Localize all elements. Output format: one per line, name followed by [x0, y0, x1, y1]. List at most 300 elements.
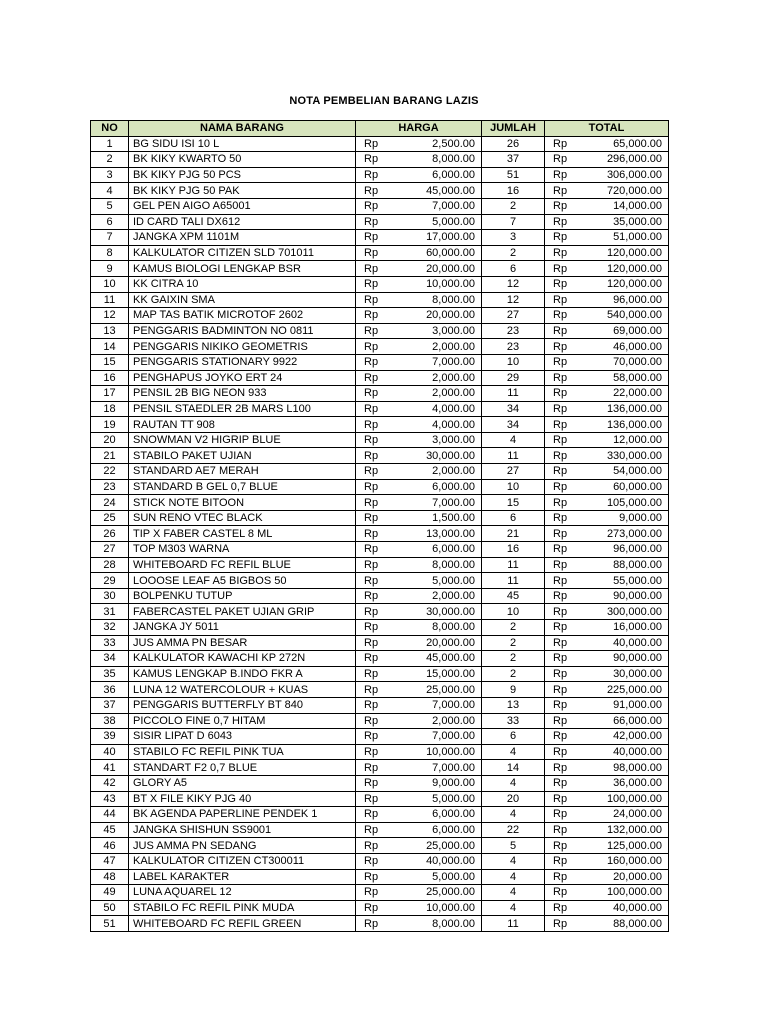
cell-total: 88,000.00: [585, 916, 669, 932]
cell-total: 36,000.00: [585, 775, 669, 791]
cell-no: 26: [91, 526, 129, 542]
table-row: [91, 729, 669, 745]
cell-total: 96,000.00: [585, 542, 669, 558]
cell-total: 120,000.00: [585, 261, 669, 277]
cell-harga-currency: Rp: [356, 573, 396, 589]
cell-total-currency: Rp: [545, 744, 585, 760]
cell-harga-currency: Rp: [356, 775, 396, 791]
cell-total: 24,000.00: [585, 807, 669, 823]
cell-total: 51,000.00: [585, 230, 669, 246]
table-row: [91, 386, 669, 402]
cell-total-currency: Rp: [545, 167, 585, 183]
cell-no: 46: [91, 838, 129, 854]
document-title: NOTA PEMBELIAN BARANG LAZIS: [289, 95, 479, 107]
cell-total: 132,000.00: [585, 822, 669, 838]
table-row: [91, 401, 669, 417]
cell-jumlah: 34: [482, 401, 545, 417]
cell-harga-currency: Rp: [356, 245, 396, 261]
cell-jumlah: 4: [482, 775, 545, 791]
cell-harga-currency: Rp: [356, 635, 396, 651]
table-row: [91, 510, 669, 526]
cell-jumlah: 2: [482, 635, 545, 651]
cell-total: 120,000.00: [585, 276, 669, 292]
cell-harga: 8,000.00: [396, 152, 482, 168]
cell-total-currency: Rp: [545, 651, 585, 667]
cell-jumlah: 16: [482, 183, 545, 199]
table-row: [91, 697, 669, 713]
cell-harga: 2,000.00: [396, 713, 482, 729]
cell-nama-barang: KAMUS LENGKAP B.INDO FKR A: [129, 666, 356, 682]
table-row: [91, 916, 669, 932]
cell-total-currency: Rp: [545, 417, 585, 433]
cell-harga-currency: Rp: [356, 682, 396, 698]
cell-nama-barang: LUNA AQUAREL 12: [129, 885, 356, 901]
table-row: [91, 682, 669, 698]
table-row: [91, 370, 669, 386]
cell-harga-currency: Rp: [356, 370, 396, 386]
cell-total: 330,000.00: [585, 448, 669, 464]
cell-nama-barang: BK KIKY PJG 50 PCS: [129, 167, 356, 183]
table-row: [91, 417, 669, 433]
cell-no: 34: [91, 651, 129, 667]
cell-jumlah: 27: [482, 308, 545, 324]
cell-harga: 20,000.00: [396, 308, 482, 324]
cell-jumlah: 4: [482, 432, 545, 448]
cell-harga: 4,000.00: [396, 401, 482, 417]
cell-nama-barang: KALKULATOR CITIZEN SLD 701011: [129, 245, 356, 261]
cell-harga: 17,000.00: [396, 230, 482, 246]
cell-harga: 25,000.00: [396, 682, 482, 698]
cell-nama-barang: JUS AMMA PN SEDANG: [129, 838, 356, 854]
cell-harga-currency: Rp: [356, 401, 396, 417]
cell-harga-currency: Rp: [356, 744, 396, 760]
cell-harga: 7,000.00: [396, 198, 482, 214]
cell-total: 300,000.00: [585, 604, 669, 620]
cell-total: 540,000.00: [585, 308, 669, 324]
cell-no: 47: [91, 853, 129, 869]
header-total: TOTAL: [545, 121, 669, 137]
cell-no: 43: [91, 791, 129, 807]
cell-no: 49: [91, 885, 129, 901]
table-row: [91, 885, 669, 901]
cell-total: 9,000.00: [585, 510, 669, 526]
cell-jumlah: 13: [482, 697, 545, 713]
cell-jumlah: 4: [482, 900, 545, 916]
cell-jumlah: 6: [482, 261, 545, 277]
cell-no: 16: [91, 370, 129, 386]
cell-total-currency: Rp: [545, 885, 585, 901]
cell-harga-currency: Rp: [356, 167, 396, 183]
table-row: [91, 230, 669, 246]
cell-total: 160,000.00: [585, 853, 669, 869]
cell-total-currency: Rp: [545, 666, 585, 682]
cell-nama-barang: BK KIKY KWARTO 50: [129, 152, 356, 168]
table-row: [91, 542, 669, 558]
cell-harga-currency: Rp: [356, 292, 396, 308]
cell-harga-currency: Rp: [356, 339, 396, 355]
cell-harga: 45,000.00: [396, 651, 482, 667]
cell-jumlah: 11: [482, 386, 545, 402]
cell-total: 69,000.00: [585, 323, 669, 339]
table-row: [91, 900, 669, 916]
cell-nama-barang: SUN RENO VTEC BLACK: [129, 510, 356, 526]
table-row: [91, 713, 669, 729]
cell-harga-currency: Rp: [356, 386, 396, 402]
cell-total-currency: Rp: [545, 760, 585, 776]
cell-nama-barang: BT X FILE KIKY PJG 40: [129, 791, 356, 807]
cell-jumlah: 11: [482, 448, 545, 464]
table-row: [91, 323, 669, 339]
cell-harga-currency: Rp: [356, 261, 396, 277]
cell-jumlah: 16: [482, 542, 545, 558]
cell-harga-currency: Rp: [356, 479, 396, 495]
cell-jumlah: 12: [482, 276, 545, 292]
table-row: [91, 557, 669, 573]
cell-no: 14: [91, 339, 129, 355]
cell-no: 20: [91, 432, 129, 448]
cell-nama-barang: FABERCASTEL PAKET UJIAN GRIP: [129, 604, 356, 620]
cell-total-currency: Rp: [545, 198, 585, 214]
cell-harga: 5,000.00: [396, 573, 482, 589]
header-jumlah: JUMLAH: [482, 121, 545, 137]
cell-jumlah: 4: [482, 807, 545, 823]
cell-harga-currency: Rp: [356, 308, 396, 324]
cell-harga: 6,000.00: [396, 167, 482, 183]
cell-nama-barang: JUS AMMA PN BESAR: [129, 635, 356, 651]
table-row: [91, 853, 669, 869]
cell-no: 38: [91, 713, 129, 729]
cell-no: 9: [91, 261, 129, 277]
cell-total-currency: Rp: [545, 245, 585, 261]
cell-harga: 30,000.00: [396, 604, 482, 620]
cell-total-currency: Rp: [545, 292, 585, 308]
cell-total: 98,000.00: [585, 760, 669, 776]
cell-total-currency: Rp: [545, 869, 585, 885]
cell-harga-currency: Rp: [356, 713, 396, 729]
cell-no: 22: [91, 464, 129, 480]
cell-nama-barang: PENGHAPUS JOYKO ERT 24: [129, 370, 356, 386]
cell-nama-barang: ID CARD TALI DX612: [129, 214, 356, 230]
cell-no: 17: [91, 386, 129, 402]
cell-harga-currency: Rp: [356, 495, 396, 511]
cell-harga: 60,000.00: [396, 245, 482, 261]
cell-no: 39: [91, 729, 129, 745]
cell-total: 125,000.00: [585, 838, 669, 854]
cell-jumlah: 26: [482, 136, 545, 152]
cell-total-currency: Rp: [545, 604, 585, 620]
cell-harga: 6,000.00: [396, 479, 482, 495]
table-row: [91, 526, 669, 542]
cell-total-currency: Rp: [545, 682, 585, 698]
cell-total: 136,000.00: [585, 401, 669, 417]
cell-total: 55,000.00: [585, 573, 669, 589]
cell-total-currency: Rp: [545, 853, 585, 869]
cell-harga-currency: Rp: [356, 214, 396, 230]
table-row: [91, 167, 669, 183]
cell-no: 18: [91, 401, 129, 417]
cell-no: 37: [91, 697, 129, 713]
cell-nama-barang: WHITEBOARD FC REFIL GREEN: [129, 916, 356, 932]
cell-nama-barang: KALKULATOR KAWACHI KP 272N: [129, 651, 356, 667]
cell-harga: 20,000.00: [396, 635, 482, 651]
cell-no: 23: [91, 479, 129, 495]
cell-jumlah: 2: [482, 245, 545, 261]
cell-harga-currency: Rp: [356, 198, 396, 214]
cell-nama-barang: KALKULATOR CITIZEN CT300011: [129, 853, 356, 869]
cell-harga: 25,000.00: [396, 838, 482, 854]
cell-harga: 8,000.00: [396, 557, 482, 573]
table-row: [91, 464, 669, 480]
cell-no: 42: [91, 775, 129, 791]
cell-total-currency: Rp: [545, 573, 585, 589]
cell-jumlah: 10: [482, 604, 545, 620]
cell-total-currency: Rp: [545, 152, 585, 168]
cell-total: 105,000.00: [585, 495, 669, 511]
cell-jumlah: 12: [482, 292, 545, 308]
cell-nama-barang: PENSIL 2B BIG NEON 933: [129, 386, 356, 402]
cell-total: 120,000.00: [585, 245, 669, 261]
table-row: [91, 448, 669, 464]
cell-nama-barang: GLORY A5: [129, 775, 356, 791]
table-row: [91, 152, 669, 168]
cell-total: 90,000.00: [585, 651, 669, 667]
cell-harga: 25,000.00: [396, 885, 482, 901]
cell-total-currency: Rp: [545, 214, 585, 230]
cell-harga: 8,000.00: [396, 916, 482, 932]
cell-jumlah: 4: [482, 853, 545, 869]
cell-harga-currency: Rp: [356, 620, 396, 636]
cell-harga-currency: Rp: [356, 323, 396, 339]
cell-no: 36: [91, 682, 129, 698]
cell-harga: 8,000.00: [396, 620, 482, 636]
cell-nama-barang: LOOOSE LEAF A5 BIGBOS 50: [129, 573, 356, 589]
cell-jumlah: 10: [482, 354, 545, 370]
cell-total: 20,000.00: [585, 869, 669, 885]
cell-jumlah: 6: [482, 510, 545, 526]
cell-no: 33: [91, 635, 129, 651]
cell-total: 100,000.00: [585, 885, 669, 901]
cell-total-currency: Rp: [545, 479, 585, 495]
cell-jumlah: 21: [482, 526, 545, 542]
cell-no: 12: [91, 308, 129, 324]
cell-total-currency: Rp: [545, 791, 585, 807]
cell-nama-barang: TIP X FABER CASTEL 8 ML: [129, 526, 356, 542]
table-row: [91, 822, 669, 838]
cell-total-currency: Rp: [545, 557, 585, 573]
table-row: [91, 775, 669, 791]
cell-harga-currency: Rp: [356, 230, 396, 246]
cell-nama-barang: BK AGENDA PAPERLINE PENDEK 1: [129, 807, 356, 823]
cell-jumlah: 11: [482, 557, 545, 573]
cell-total-currency: Rp: [545, 729, 585, 745]
cell-nama-barang: KK GAIXIN SMA: [129, 292, 356, 308]
table-row: [91, 198, 669, 214]
cell-harga: 20,000.00: [396, 261, 482, 277]
table-row: [91, 276, 669, 292]
cell-jumlah: 4: [482, 885, 545, 901]
purchase-table: [90, 120, 669, 932]
cell-no: 40: [91, 744, 129, 760]
cell-nama-barang: STICK NOTE BITOON: [129, 495, 356, 511]
cell-no: 5: [91, 198, 129, 214]
table-row: [91, 214, 669, 230]
cell-harga-currency: Rp: [356, 183, 396, 199]
cell-nama-barang: JANGKA SHISHUN SS9001: [129, 822, 356, 838]
cell-jumlah: 3: [482, 230, 545, 246]
cell-harga: 1,500.00: [396, 510, 482, 526]
table-row: [91, 308, 669, 324]
cell-nama-barang: JANGKA JY 5011: [129, 620, 356, 636]
cell-total: 70,000.00: [585, 354, 669, 370]
cell-no: 45: [91, 822, 129, 838]
cell-total-currency: Rp: [545, 588, 585, 604]
cell-total-currency: Rp: [545, 526, 585, 542]
cell-total-currency: Rp: [545, 339, 585, 355]
cell-harga: 5,000.00: [396, 791, 482, 807]
table-row: [91, 635, 669, 651]
cell-jumlah: 34: [482, 417, 545, 433]
cell-jumlah: 10: [482, 479, 545, 495]
cell-harga-currency: Rp: [356, 853, 396, 869]
cell-total: 96,000.00: [585, 292, 669, 308]
cell-harga: 5,000.00: [396, 214, 482, 230]
cell-total-currency: Rp: [545, 916, 585, 932]
cell-harga: 2,000.00: [396, 386, 482, 402]
cell-total-currency: Rp: [545, 464, 585, 480]
cell-jumlah: 22: [482, 822, 545, 838]
cell-nama-barang: STANDARD B GEL 0,7 BLUE: [129, 479, 356, 495]
cell-total: 225,000.00: [585, 682, 669, 698]
cell-nama-barang: STABILO FC REFIL PINK MUDA: [129, 900, 356, 916]
cell-no: 3: [91, 167, 129, 183]
cell-jumlah: 27: [482, 464, 545, 480]
cell-total: 35,000.00: [585, 214, 669, 230]
cell-harga: 2,500.00: [396, 136, 482, 152]
cell-no: 50: [91, 900, 129, 916]
cell-harga-currency: Rp: [356, 276, 396, 292]
table-row: [91, 760, 669, 776]
cell-nama-barang: KAMUS BIOLOGI LENGKAP BSR: [129, 261, 356, 277]
cell-harga: 2,000.00: [396, 464, 482, 480]
cell-jumlah: 9: [482, 682, 545, 698]
cell-total-currency: Rp: [545, 838, 585, 854]
cell-total-currency: Rp: [545, 807, 585, 823]
cell-harga-currency: Rp: [356, 136, 396, 152]
cell-total-currency: Rp: [545, 900, 585, 916]
cell-total: 14,000.00: [585, 198, 669, 214]
table-row: [91, 432, 669, 448]
table-row: [91, 744, 669, 760]
cell-no: 6: [91, 214, 129, 230]
cell-total: 66,000.00: [585, 713, 669, 729]
cell-jumlah: 6: [482, 729, 545, 745]
table-row: [91, 666, 669, 682]
cell-harga: 2,000.00: [396, 339, 482, 355]
cell-harga: 6,000.00: [396, 542, 482, 558]
cell-total-currency: Rp: [545, 183, 585, 199]
cell-no: 1: [91, 136, 129, 152]
cell-no: 8: [91, 245, 129, 261]
table-row: [91, 620, 669, 636]
cell-total-currency: Rp: [545, 510, 585, 526]
cell-nama-barang: WHITEBOARD FC REFIL BLUE: [129, 557, 356, 573]
cell-nama-barang: LUNA 12 WATERCOLOUR + KUAS: [129, 682, 356, 698]
cell-nama-barang: KK CITRA 10: [129, 276, 356, 292]
cell-jumlah: 23: [482, 323, 545, 339]
cell-harga: 9,000.00: [396, 775, 482, 791]
cell-total-currency: Rp: [545, 354, 585, 370]
header-harga: HARGA: [356, 121, 482, 137]
cell-nama-barang: SNOWMAN V2 HIGRIP BLUE: [129, 432, 356, 448]
cell-total: 16,000.00: [585, 620, 669, 636]
cell-harga: 2,000.00: [396, 370, 482, 386]
cell-no: 31: [91, 604, 129, 620]
cell-total: 54,000.00: [585, 464, 669, 480]
cell-jumlah: 45: [482, 588, 545, 604]
cell-harga-currency: Rp: [356, 791, 396, 807]
cell-total-currency: Rp: [545, 775, 585, 791]
cell-harga-currency: Rp: [356, 916, 396, 932]
cell-harga-currency: Rp: [356, 604, 396, 620]
cell-harga-currency: Rp: [356, 729, 396, 745]
cell-harga: 10,000.00: [396, 900, 482, 916]
cell-total: 100,000.00: [585, 791, 669, 807]
table-row: [91, 479, 669, 495]
cell-nama-barang: PENGGARIS STATIONARY 9922: [129, 354, 356, 370]
cell-total: 42,000.00: [585, 729, 669, 745]
cell-harga: 5,000.00: [396, 869, 482, 885]
cell-no: 13: [91, 323, 129, 339]
cell-no: 32: [91, 620, 129, 636]
cell-no: 24: [91, 495, 129, 511]
cell-harga-currency: Rp: [356, 697, 396, 713]
cell-nama-barang: SISIR LIPAT D 6043: [129, 729, 356, 745]
cell-nama-barang: STABILO FC REFIL PINK TUA: [129, 744, 356, 760]
cell-nama-barang: JANGKA XPM 1101M: [129, 230, 356, 246]
cell-jumlah: 15: [482, 495, 545, 511]
cell-harga: 7,000.00: [396, 760, 482, 776]
cell-harga-currency: Rp: [356, 666, 396, 682]
table-row: [91, 354, 669, 370]
table-row: [91, 292, 669, 308]
cell-total: 90,000.00: [585, 588, 669, 604]
cell-no: 25: [91, 510, 129, 526]
cell-harga-currency: Rp: [356, 526, 396, 542]
cell-harga-currency: Rp: [356, 869, 396, 885]
cell-harga: 7,000.00: [396, 697, 482, 713]
cell-harga: 4,000.00: [396, 417, 482, 433]
cell-no: 2: [91, 152, 129, 168]
cell-harga-currency: Rp: [356, 542, 396, 558]
cell-no: 27: [91, 542, 129, 558]
cell-harga: 7,000.00: [396, 354, 482, 370]
cell-jumlah: 51: [482, 167, 545, 183]
cell-harga: 10,000.00: [396, 276, 482, 292]
cell-jumlah: 23: [482, 339, 545, 355]
cell-harga: 3,000.00: [396, 323, 482, 339]
cell-no: 10: [91, 276, 129, 292]
cell-nama-barang: PENGGARIS BUTTERFLY BT 840: [129, 697, 356, 713]
cell-harga-currency: Rp: [356, 822, 396, 838]
table-row: [91, 573, 669, 589]
cell-total: 60,000.00: [585, 479, 669, 495]
cell-harga-currency: Rp: [356, 417, 396, 433]
cell-total: 65,000.00: [585, 136, 669, 152]
cell-total-currency: Rp: [545, 635, 585, 651]
cell-nama-barang: RAUTAN TT 908: [129, 417, 356, 433]
table-row: [91, 838, 669, 854]
cell-total: 40,000.00: [585, 635, 669, 651]
